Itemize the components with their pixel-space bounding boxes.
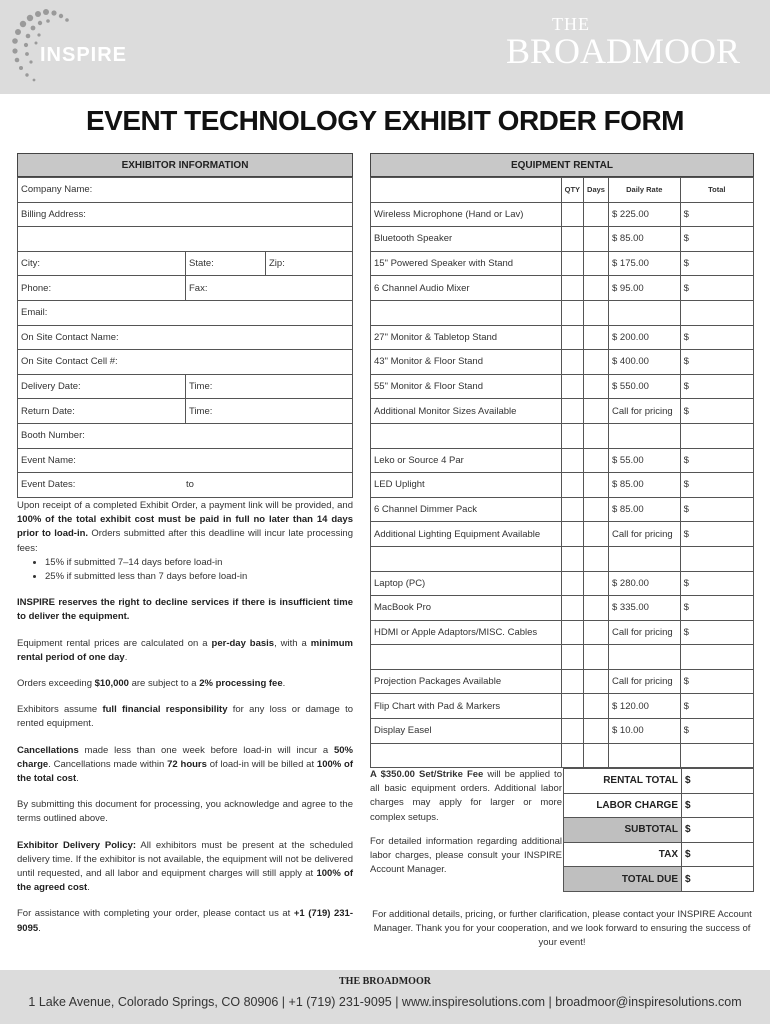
qty-field[interactable] xyxy=(561,522,583,547)
equipment-row xyxy=(371,571,754,596)
equipment-item-name: Leko or Source 4 Par xyxy=(371,448,562,473)
equipment-row xyxy=(371,620,754,645)
inspire-logo-text: INSPIRE xyxy=(40,44,128,66)
equipment-row xyxy=(371,325,754,350)
delivery-date-field[interactable]: Delivery Date: xyxy=(18,374,186,399)
late-fee-item: • 25% if submitted less than 7 days before load-in xyxy=(45,570,353,584)
daily-rate-value: $ 10.00 xyxy=(608,719,680,744)
qty-field[interactable] xyxy=(561,620,583,645)
equipment-item-name: 6 Channel Dimmer Pack xyxy=(371,497,562,522)
days-field[interactable] xyxy=(584,251,609,276)
daily-rate-value: Call for pricing xyxy=(608,399,680,424)
equipment-section-heading: EQUIPMENT RENTAL xyxy=(370,153,754,177)
daily-rate-value: $ 85.00 xyxy=(608,497,680,522)
equipment-item-name: 6 Channel Audio Mixer xyxy=(371,276,562,301)
line-total-field[interactable]: $ xyxy=(680,571,753,596)
totals-label: SUBTOTAL xyxy=(564,818,682,843)
daily-rate-value: $ 335.00 xyxy=(608,596,680,621)
qty-field[interactable] xyxy=(561,473,583,498)
event-dates-to-label: to xyxy=(186,479,194,491)
footer-brand: THE BROADMOOR xyxy=(339,976,431,987)
qty-field[interactable] xyxy=(561,669,583,694)
days-field[interactable] xyxy=(584,350,609,375)
line-total-field[interactable]: $ xyxy=(680,522,753,547)
daily-rate-value: $ 55.00 xyxy=(608,448,680,473)
equipment-item-name: Additional Lighting Equipment Available xyxy=(371,522,562,547)
equipment-item-name: Projection Packages Available xyxy=(371,669,562,694)
line-total-field[interactable]: $ xyxy=(680,350,753,375)
totals-block xyxy=(563,768,754,892)
days-field[interactable] xyxy=(584,202,609,227)
on-site-cell-field[interactable]: On Site Contact Cell #: xyxy=(18,350,353,375)
equipment-item-name: Additional Monitor Sizes Available xyxy=(371,399,562,424)
qty-field[interactable] xyxy=(561,227,583,252)
days-field[interactable] xyxy=(584,325,609,350)
qty-field[interactable] xyxy=(561,399,583,424)
event-dates-label: Event Dates: xyxy=(21,479,76,491)
qty-field xyxy=(561,423,583,448)
equipment-spacer-row xyxy=(371,423,754,448)
equipment-item-name: 27" Monitor & Tabletop Stand xyxy=(371,325,562,350)
equipment-item-name: 15" Powered Speaker with Stand xyxy=(371,251,562,276)
equipment-row xyxy=(371,669,754,694)
daily-rate-value xyxy=(608,743,680,768)
days-field[interactable] xyxy=(584,276,609,301)
daily-rate-value: $ 400.00 xyxy=(608,350,680,375)
daily-rate-column-header: Daily Rate xyxy=(608,178,680,203)
footer-band xyxy=(0,970,770,1024)
return-date-field[interactable]: Return Date: xyxy=(18,399,186,424)
equipment-item-name: HDMI or Apple Adaptors/MISC. Cables xyxy=(371,620,562,645)
zip-field[interactable]: Zip: xyxy=(266,251,353,276)
days-field xyxy=(584,546,609,571)
totals-value-field[interactable]: $ xyxy=(682,769,754,794)
line-total-field xyxy=(680,423,753,448)
qty-field[interactable] xyxy=(561,251,583,276)
subtotal-row xyxy=(564,818,754,843)
daily-rate-value xyxy=(608,645,680,670)
processing-fee-notice: Orders exceeding $10,000 are subject to a 2% processing fee. xyxy=(17,678,286,690)
daily-rate-value: Call for pricing xyxy=(608,620,680,645)
totals-value-field[interactable]: $ xyxy=(682,842,754,867)
qty-field[interactable] xyxy=(561,497,583,522)
qty-field xyxy=(561,546,583,571)
qty-field[interactable] xyxy=(561,448,583,473)
qty-field[interactable] xyxy=(561,374,583,399)
qty-field xyxy=(561,645,583,670)
line-total-field[interactable]: $ xyxy=(680,325,753,350)
qty-field xyxy=(561,300,583,325)
line-total-field[interactable]: $ xyxy=(680,669,753,694)
equipment-spacer-row xyxy=(371,645,754,670)
reserve-right-notice: INSPIRE reserves the right to decline services if there is insufficient time to deliver the equipment. xyxy=(17,597,353,623)
daily-rate-value xyxy=(608,423,680,448)
equipment-spacer-row xyxy=(371,743,754,768)
equipment-row xyxy=(371,251,754,276)
equipment-row xyxy=(371,596,754,621)
days-field[interactable] xyxy=(584,227,609,252)
qty-field[interactable] xyxy=(561,719,583,744)
qty-field xyxy=(561,743,583,768)
equipment-item-name xyxy=(371,743,562,768)
exhibitor-section-heading: EXHIBITOR INFORMATION xyxy=(17,153,353,177)
equipment-row xyxy=(371,719,754,744)
daily-rate-value: $ 550.00 xyxy=(608,374,680,399)
equipment-item-name: Laptop (PC) xyxy=(371,571,562,596)
equipment-row xyxy=(371,202,754,227)
line-total-field xyxy=(680,645,753,670)
days-field xyxy=(584,743,609,768)
daily-rate-value: $ 280.00 xyxy=(608,571,680,596)
qty-field[interactable] xyxy=(561,325,583,350)
equipment-item-name: LED Uplight xyxy=(371,473,562,498)
broadmoor-logo-the: THE xyxy=(552,14,590,34)
tax-row xyxy=(564,842,754,867)
equipment-row xyxy=(371,276,754,301)
delivery-policy: Exhibitor Delivery Policy: All exhibitors must be present at the scheduled delivery time. If the exhibitor is not available, the equipment will not be delivered until requested, and all labor and equipment charges will still apply at 100% of the agreed cost. xyxy=(17,839,353,894)
qty-field[interactable] xyxy=(561,202,583,227)
line-total-field xyxy=(680,546,753,571)
line-total-field[interactable]: $ xyxy=(680,719,753,744)
total-column-header: Total xyxy=(680,178,753,203)
qty-column-header: QTY xyxy=(561,178,583,203)
city-field[interactable]: City: xyxy=(18,251,186,276)
days-field xyxy=(584,300,609,325)
line-total-field[interactable]: $ xyxy=(680,399,753,424)
daily-rate-value xyxy=(608,300,680,325)
equipment-item-name xyxy=(371,645,562,670)
daily-rate-value xyxy=(608,546,680,571)
on-site-contact-field[interactable]: On Site Contact Name: xyxy=(18,325,353,350)
equipment-item-name: MacBook Pro xyxy=(371,596,562,621)
equipment-row xyxy=(371,227,754,252)
equipment-spacer-row xyxy=(371,546,754,571)
equipment-row xyxy=(371,350,754,375)
per-day-pricing-notice: Equipment rental prices are calculated on a per-day basis, with a minimum rental period of one day. xyxy=(17,637,353,663)
booth-number-field[interactable]: Booth Number: xyxy=(18,423,353,448)
qty-field[interactable] xyxy=(561,694,583,719)
set-strike-fee-notice: A $350.00 Set/Strike Fee will be applied to all basic equipment orders. Additional labor charges may apply for larger or more complex setups. xyxy=(370,769,562,823)
days-field[interactable] xyxy=(584,374,609,399)
line-total-field[interactable]: $ xyxy=(680,227,753,252)
equipment-item-name xyxy=(371,300,562,325)
billing-address-field[interactable]: Billing Address: xyxy=(18,202,353,227)
assistance-contact: For assistance with completing your order, please contact us at +1 (719) 231-9095. xyxy=(17,908,353,934)
email-field[interactable]: Email: xyxy=(18,300,353,325)
line-total-field[interactable]: $ xyxy=(680,596,753,621)
days-field[interactable] xyxy=(584,669,609,694)
line-total-field[interactable]: $ xyxy=(680,448,753,473)
totals-label: LABOR CHARGE xyxy=(564,793,682,818)
terms-notes xyxy=(17,499,353,948)
event-dates-field[interactable] xyxy=(18,473,353,498)
equipment-row xyxy=(371,448,754,473)
line-total-field[interactable]: $ xyxy=(680,202,753,227)
qty-field[interactable] xyxy=(561,350,583,375)
line-total-field xyxy=(680,743,753,768)
line-total-field[interactable]: $ xyxy=(680,276,753,301)
late-fee-list xyxy=(45,556,353,584)
equipment-header-row xyxy=(371,178,754,203)
exhibitor-info-table xyxy=(17,177,353,498)
days-field[interactable] xyxy=(584,399,609,424)
phone-field[interactable]: Phone: xyxy=(18,276,186,301)
daily-rate-value: $ 120.00 xyxy=(608,694,680,719)
line-total-field[interactable]: $ xyxy=(680,694,753,719)
delivery-time-field[interactable]: Time: xyxy=(186,374,353,399)
daily-rate-value: Call for pricing xyxy=(608,522,680,547)
equipment-item-name: Bluetooth Speaker xyxy=(371,227,562,252)
qty-field[interactable] xyxy=(561,596,583,621)
exhibitor-information-section xyxy=(17,153,353,498)
equipment-row xyxy=(371,694,754,719)
daily-rate-value: $ 85.00 xyxy=(608,473,680,498)
line-total-field[interactable]: $ xyxy=(680,620,753,645)
equipment-row xyxy=(371,522,754,547)
qty-field[interactable] xyxy=(561,276,583,301)
equipment-item-name: 55" Monitor & Floor Stand xyxy=(371,374,562,399)
equipment-rental-section xyxy=(370,153,754,768)
line-total-field[interactable]: $ xyxy=(680,374,753,399)
daily-rate-value: $ 95.00 xyxy=(608,276,680,301)
labor-notes xyxy=(370,768,562,887)
cancellation-policy: Cancellations made less than one week before load-in will incur a 50% charge. Cancellations made within 72 hours of load-in will be billed at 100% of the total cost. xyxy=(17,744,353,785)
equipment-row xyxy=(371,399,754,424)
days-field xyxy=(584,645,609,670)
totals-value-field[interactable]: $ xyxy=(682,867,754,892)
fax-field[interactable]: Fax: xyxy=(186,276,353,301)
equipment-item-name: Wireless Microphone (Hand or Lav) xyxy=(371,202,562,227)
days-field[interactable] xyxy=(584,596,609,621)
totals-label: TAX xyxy=(564,842,682,867)
equipment-row xyxy=(371,374,754,399)
daily-rate-value: $ 200.00 xyxy=(608,325,680,350)
days-field[interactable] xyxy=(584,719,609,744)
equipment-item-name: Display Easel xyxy=(371,719,562,744)
daily-rate-value: $ 225.00 xyxy=(608,202,680,227)
days-field[interactable] xyxy=(584,522,609,547)
daily-rate-value: $ 85.00 xyxy=(608,227,680,252)
equipment-item-name: Flip Chart with Pad & Markers xyxy=(371,694,562,719)
footer-contact-line: 1 Lake Avenue, Colorado Springs, CO 80906 | +1 (719) 231-9095 | www.inspiresolutions.com | broadmoor@inspiresolutions.com xyxy=(28,995,742,1009)
total-due-row xyxy=(564,867,754,892)
line-total-field[interactable]: $ xyxy=(680,497,753,522)
equipment-item-name xyxy=(371,423,562,448)
totals-label: RENTAL TOTAL xyxy=(564,769,682,794)
days-field[interactable] xyxy=(584,571,609,596)
state-field[interactable]: State: xyxy=(186,251,266,276)
page-title: EVENT TECHNOLOGY EXHIBIT ORDER FORM xyxy=(85,105,685,136)
header-band xyxy=(0,0,770,94)
late-fee-item: • 15% if submitted 7–14 days before load-in xyxy=(45,556,353,570)
equipment-item-name xyxy=(371,546,562,571)
line-total-field[interactable]: $ xyxy=(680,251,753,276)
return-time-field[interactable]: Time: xyxy=(186,399,353,424)
equipment-item-name: 43" Monitor & Floor Stand xyxy=(371,350,562,375)
equipment-spacer-row xyxy=(371,300,754,325)
days-field[interactable] xyxy=(584,473,609,498)
broadmoor-logo-name: BROADMOOR xyxy=(506,31,741,71)
totals-label: TOTAL DUE xyxy=(564,867,682,892)
item-column-header xyxy=(371,178,562,203)
payment-terms: Upon receipt of a completed Exhibit Order, a payment link will be provided, and 100% of the total exhibit cost must be paid in full no later than 14 days prior to load-in. Orders submitted after this deadline will incur late processing fees: xyxy=(17,500,353,554)
days-field[interactable] xyxy=(584,497,609,522)
days-column-header: Days xyxy=(584,178,609,203)
line-total-field xyxy=(680,300,753,325)
equipment-rental-table xyxy=(370,177,754,768)
company-name-field[interactable]: Company Name: xyxy=(18,178,353,203)
event-name-field[interactable]: Event Name: xyxy=(18,448,353,473)
days-field xyxy=(584,423,609,448)
daily-rate-value: $ 175.00 xyxy=(608,251,680,276)
line-total-field[interactable]: $ xyxy=(680,473,753,498)
rental-total-row xyxy=(564,769,754,794)
equipment-row xyxy=(371,473,754,498)
liability-notice: Exhibitors assume full financial responsibility for any loss or damage to rented equipment. xyxy=(17,704,353,730)
account-manager-contact-note: For additional details, pricing, or further clarification, please contact your INSPIRE Account Manager. Thank you for your cooperation, and we look forward to ensuring the success of your event! xyxy=(372,909,752,948)
labor-charge-row xyxy=(564,793,754,818)
days-field[interactable] xyxy=(584,620,609,645)
days-field[interactable] xyxy=(584,448,609,473)
billing-address-line-2-field[interactable] xyxy=(18,227,353,252)
totals-value-field[interactable]: $ xyxy=(682,793,754,818)
daily-rate-value: Call for pricing xyxy=(608,669,680,694)
days-field[interactable] xyxy=(584,694,609,719)
totals-value-field[interactable]: $ xyxy=(682,818,754,843)
agreement-notice: By submitting this document for processing, you acknowledge and agree to the terms outlined above. xyxy=(17,799,353,825)
labor-detail-notice: For detailed information regarding additional labor charges, please consult your INSPIRE Account Manager. xyxy=(370,835,562,876)
qty-field[interactable] xyxy=(561,571,583,596)
equipment-row xyxy=(371,497,754,522)
